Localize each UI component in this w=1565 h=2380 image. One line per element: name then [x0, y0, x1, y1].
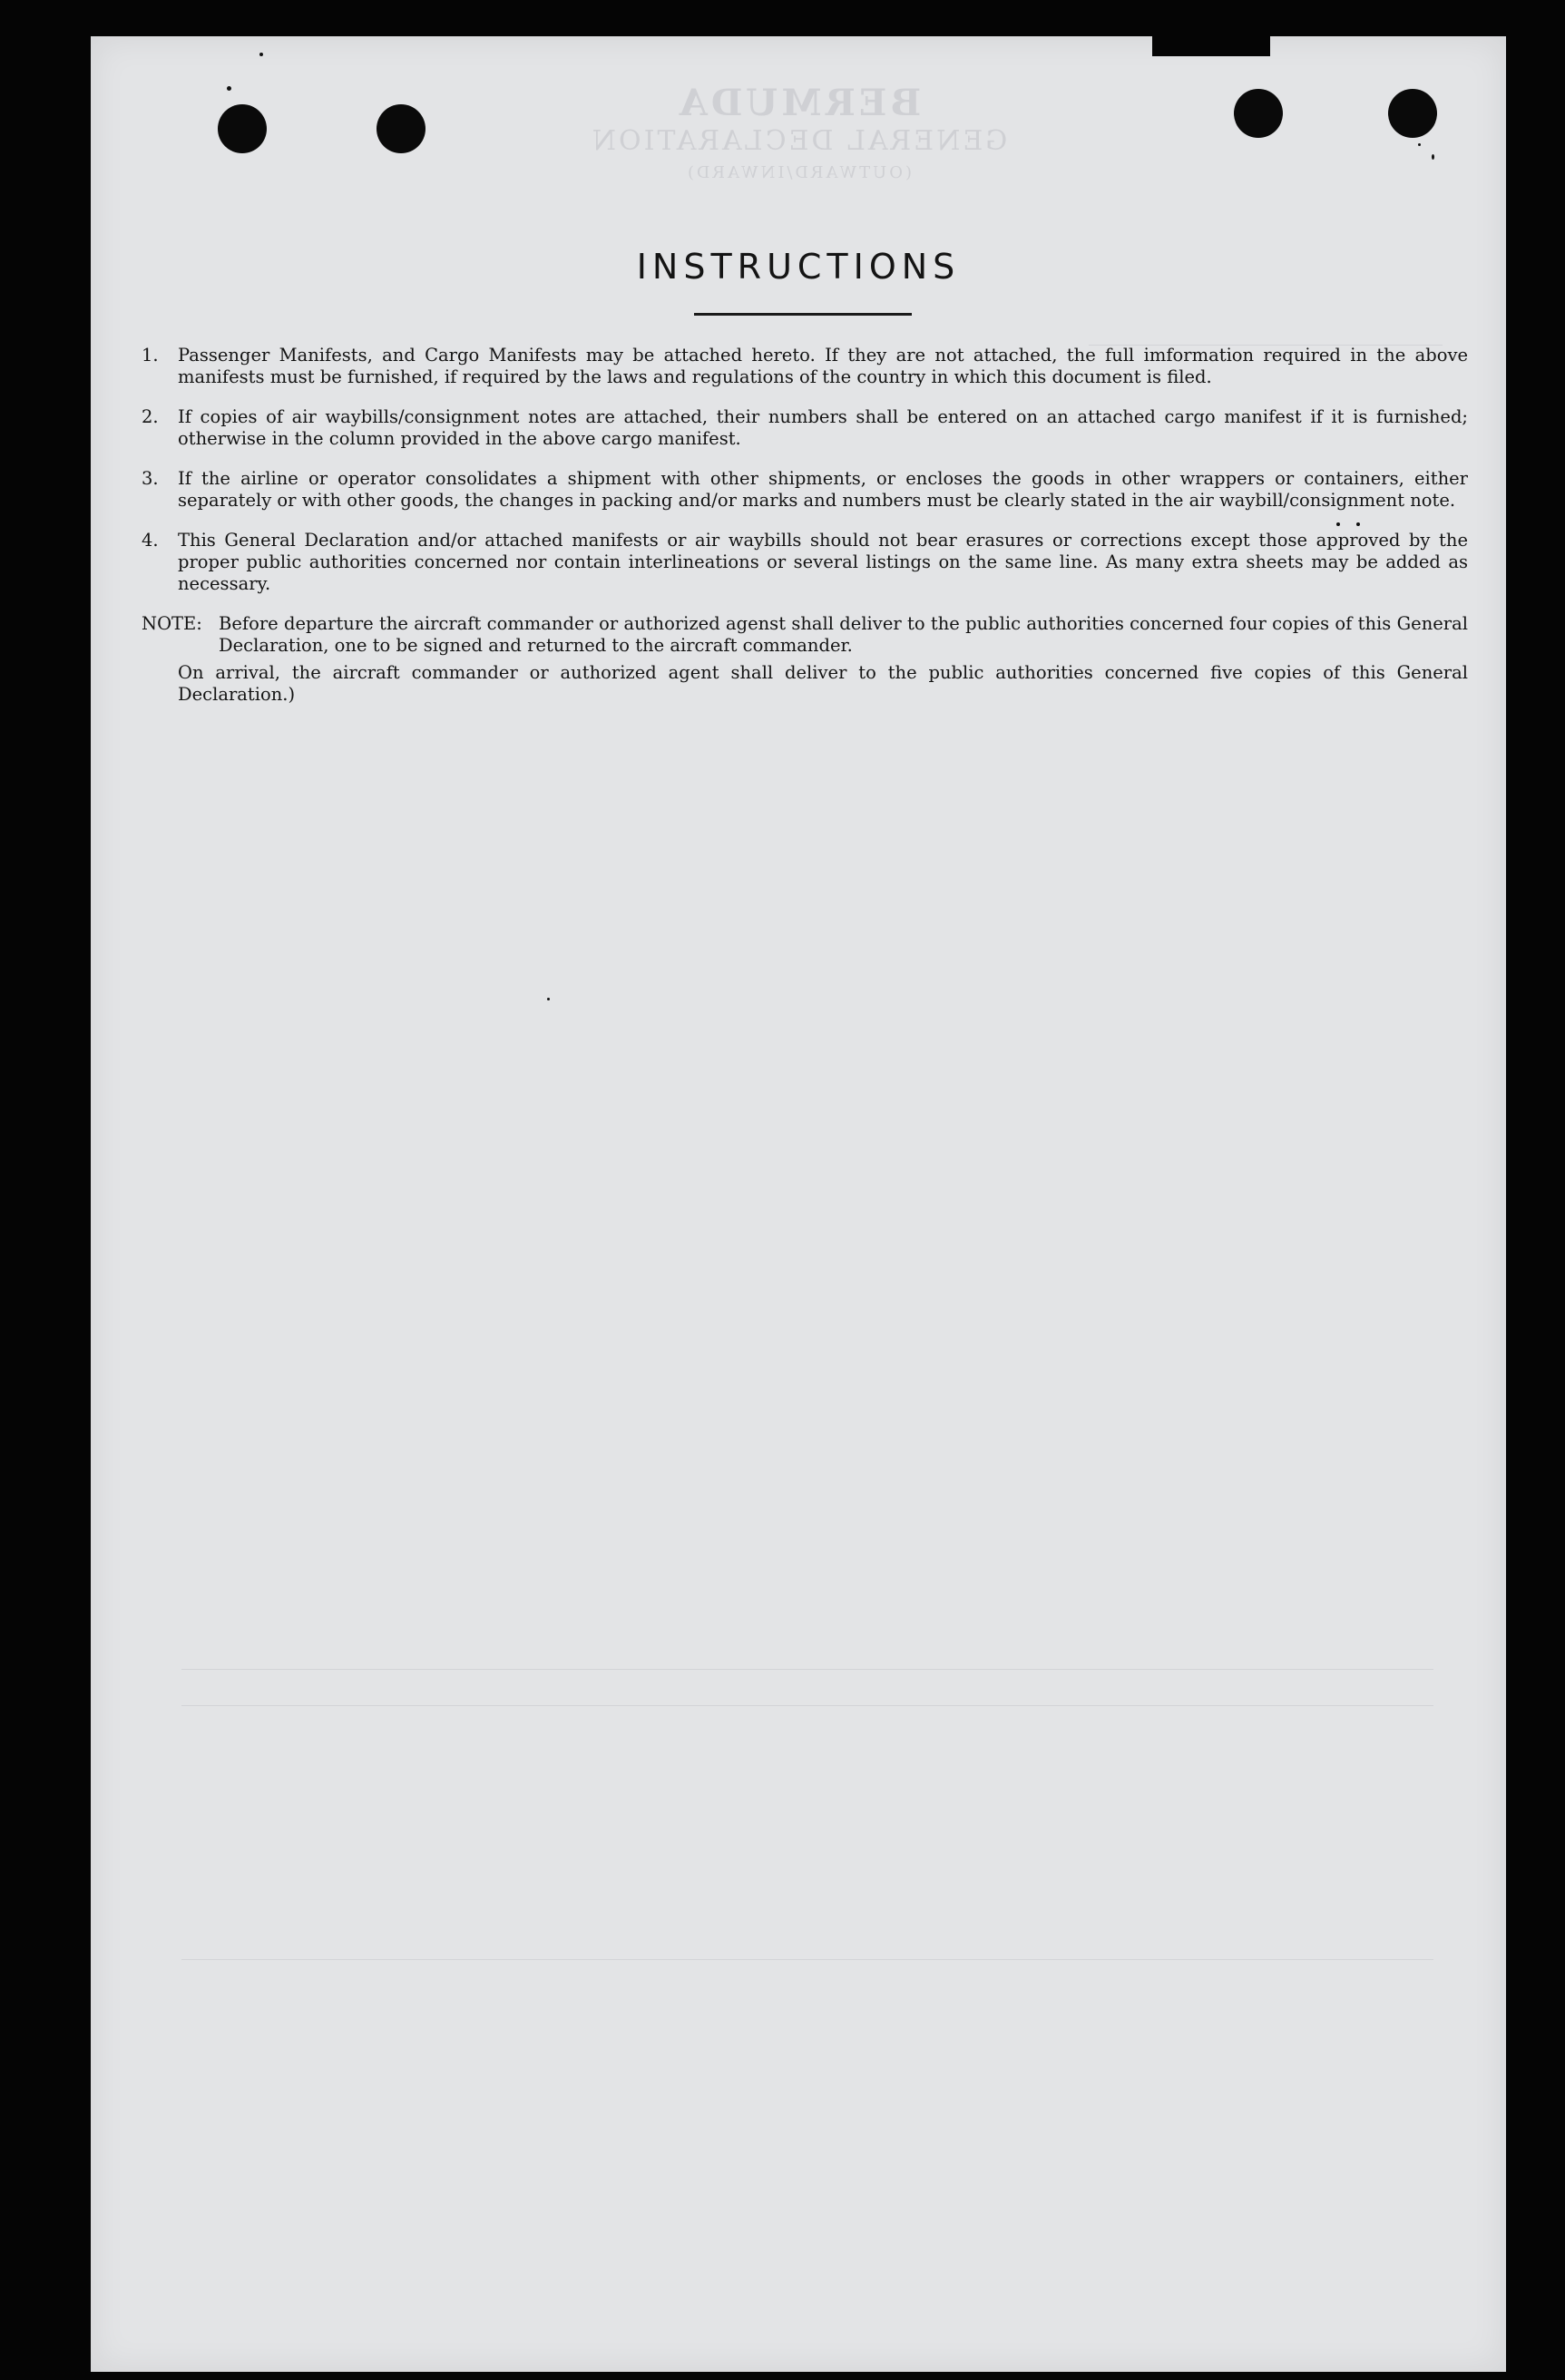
page-title: INSTRUCTIONS [636, 247, 961, 287]
item-text: Passenger Manifests, and Cargo Manifests may be attached hereto. If they are not attached, the full imformation required in the above manifests must be furnished, if required by the laws and regulations of the country in which this document is filed. [178, 345, 1468, 387]
ink-speck [547, 998, 550, 1000]
ink-speck [259, 53, 263, 56]
ink-speck [1418, 143, 1421, 146]
item-number: 4. [142, 530, 159, 551]
note-continuation: On arrival, the aircraft commander or authorized agent shall deliver to the public authorities concerned five copies of this General Declaration.) [178, 662, 1468, 705]
punch-hole-left-2 [377, 104, 425, 153]
bleed-through-subheading: GENERAL DECLARATION [589, 125, 1008, 157]
document-page [91, 36, 1506, 2372]
list-item [142, 406, 1468, 450]
item-text: This General Declaration and/or attached manifests or air waybills should not bear erasures or corrections except those approved by the proper public authorities concerned nor contain interlineations or several listings on the same line. As many extra sheets may be added as necessary. [178, 530, 1468, 594]
bleed-through-caption: (OUTWARD/INWARD) [684, 163, 913, 182]
ink-speck [227, 86, 231, 91]
instruction-list [142, 345, 1468, 706]
punch-hole-right-1 [1234, 89, 1283, 138]
list-item [142, 345, 1468, 388]
punch-hole-left-1 [218, 104, 267, 153]
item-text: If the airline or operator consolidates a shipment with other shipments, or encloses the goods in other wrappers or containers, either separately or with other goods, the changes in packing and/or marks and numbers must be clearly stated in the air waybill/consignment note. [178, 468, 1468, 511]
bleed-through-line [181, 1669, 1433, 1670]
bleed-through-line [181, 1705, 1433, 1706]
title-underline [694, 313, 912, 316]
list-item [142, 530, 1468, 595]
item-number: 2. [142, 406, 159, 427]
page-tab [1152, 36, 1270, 56]
item-number: 3. [142, 468, 159, 489]
bleed-through-heading: BERMUDA [675, 82, 922, 124]
item-number: 1. [142, 345, 159, 366]
list-item [142, 468, 1468, 512]
note-label: NOTE: [142, 613, 202, 634]
item-text: If copies of air waybills/consignment notes are attached, their numbers shall be entered on an attached cargo manifest if it is furnished; otherwise in the column provided in the above cargo manifest. [178, 406, 1468, 449]
note-text: Before departure the aircraft commander or authorized agenst shall deliver to the public authorities concerned four copies of this General Declaration, one to be signed and returned to the aircraft commander. [219, 613, 1468, 656]
note-block [142, 613, 1468, 706]
punch-hole-right-2 [1388, 89, 1437, 138]
bleed-through-line [181, 1959, 1433, 1960]
ink-speck [1432, 154, 1434, 160]
